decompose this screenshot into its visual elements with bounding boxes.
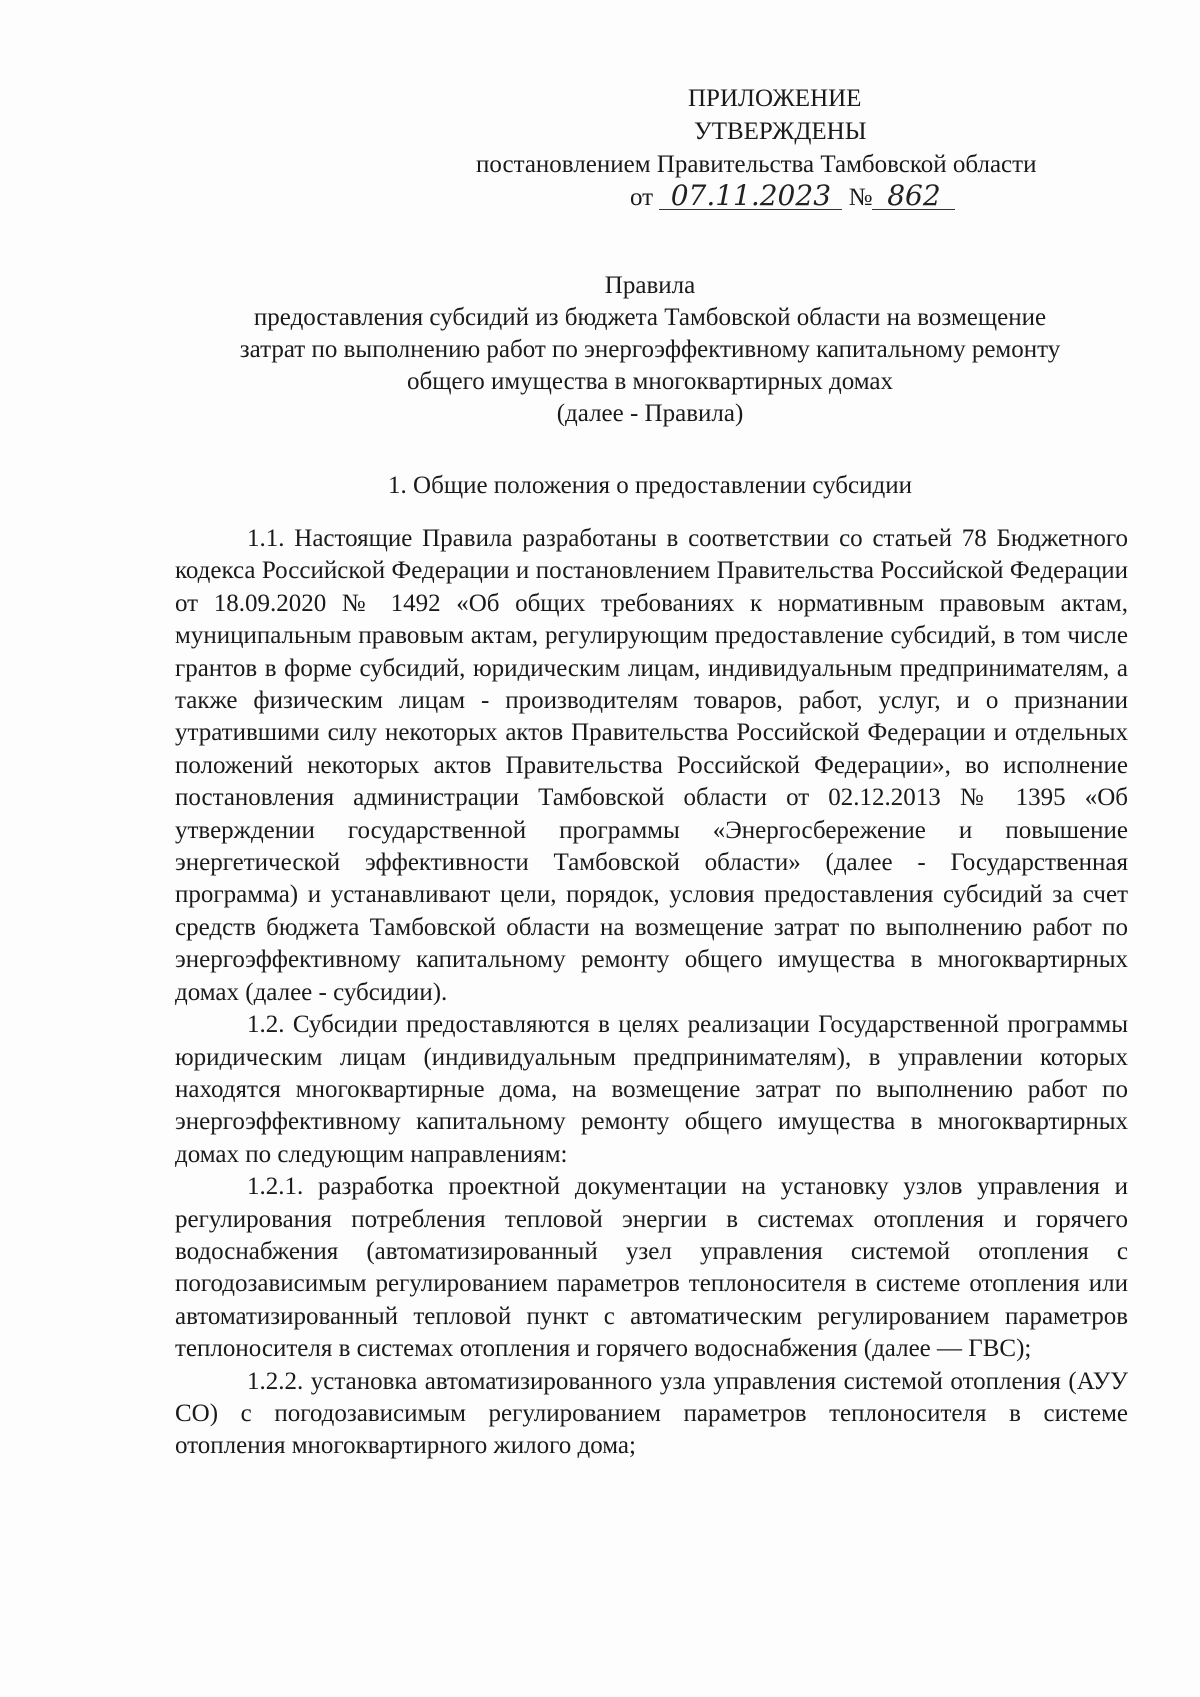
appendix-label: ПРИЛОЖЕНИЕ [688,85,862,112]
handwritten-date: 07.11.2023 [659,183,842,210]
paragraph-1-2: 1.2. Субсидии предоставляются в целях реализации Государственной программы юридическим лицам (индивидуальным предпринимателям), в управлении которых находятся многоквартирные дома, на возмещение затрат по выполнению работ по энергоэффективному капитальному ремонту общего имущества в многоквартирных домах по следующим направлениям: [175,1011,1128,1168]
number-prefix: № [848,184,873,211]
approval-header [440,82,1140,214]
title-line-3: затрат по выполнению работ по энергоэффективному капитальному ремонту [239,336,1061,363]
title-line-5: (далее - Правила) [556,400,744,427]
paragraph-1-2-1: 1.2.1. разработка проектной документации на установку узлов управления и регулирования потребления тепловой энергии в системах отопления и горячего водоснабжения (автоматизированный узел управления системой отопления с погодозависимым регулированием параметров теплоносителя в системе отопления или автоматизированный тепловой пункт с автоматическим регулированием параметров теплоносителя в системах отопления и горячего водоснабжения (далее — ГВС); [175,1173,1128,1363]
section-body [175,523,1128,1463]
date-number-line [440,181,1140,214]
paragraph-1-2-2: 1.2.2. установка автоматизированного узла управления системой отопления (АУУ СО) с погодозависимым регулированием параметров теплоносителя в системе отопления многоквартирного жилого дома; [175,1367,1128,1460]
title-line-4: общего имущества в многоквартирных домах [407,368,893,395]
handwritten-number: 862 [872,183,955,210]
resolution-line: постановлением Правительства Тамбовской области [476,151,1037,178]
document-title [170,270,1130,430]
approved-label: УТВЕРЖДЕНЫ [694,118,867,145]
title-line-2: предоставления субсидий из бюджета Тамбовской области на возмещение [253,304,1047,331]
paragraph-1-1: 1.1. Настоящие Правила разработаны в соответствии со статьей 78 Бюджетного кодекса Российской Федерации и постановлением Правительства Российской Федерации от 18.09.2020 № 1492 «Об общих требованиях к нормативным правовым актам, муниципальным правовым актам, регулирующим предоставление субсидий, в том числе грантов в форме субсидий, юридическим лицам, индивидуальным предпринимателям, а также физическим лицам - производителям товаров, работ, услуг, и о признании утратившими силу некоторых актов Правительства Российской Федерации и отдельных положений некоторых актов Правительства Российской Федерации», во исполнение постановления администрации Тамбовской области от 02.12.2013 № 1395 «Об утверждении государственной программы «Энергосбережение и повышение энергетической эффективности Тамбовской области» (далее - Государственная программа) и устанавливают цели, порядок, условия предоставления субсидий за счет средств бюджета Тамбовской области на возмещение затрат по выполнению работ по энергоэффективному капитальному ремонту общего имущества в многоквартирных домах (далее - субсидии). [175,525,1128,1006]
title-line-1: Правила [604,272,696,299]
date-prefix: от [630,184,654,211]
section-heading: 1. Общие положения о предоставлении субсидии [388,472,912,499]
